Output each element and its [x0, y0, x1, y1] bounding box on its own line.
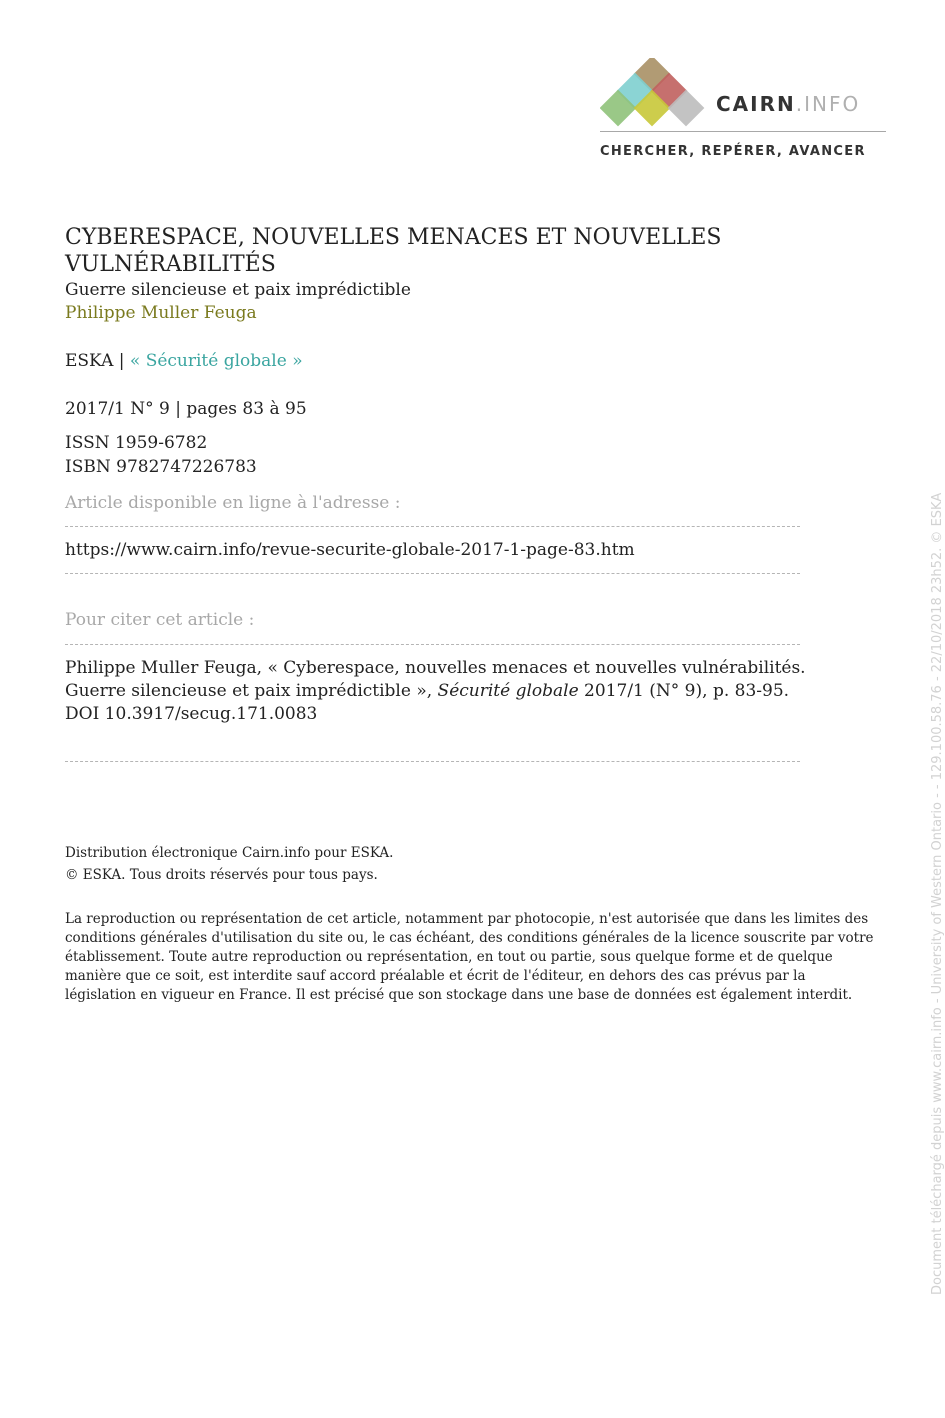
logo-tagline: CHERCHER, REPÉRER, AVANCER [600, 144, 866, 159]
citation-label: Pour citer cet article : [65, 610, 255, 630]
distribution-note: Distribution électronique Cairn.info pour ESKA. [65, 845, 394, 861]
collection-link[interactable]: « Sécurité globale » [129, 351, 303, 371]
logo-wordmark [716, 92, 860, 116]
dashed-divider [65, 761, 800, 762]
publisher-separator: | [113, 351, 130, 371]
logo-brand-main: CAIRN [716, 92, 796, 116]
logo-brand-dot: . [795, 92, 805, 116]
logo-brand-sub: INFO [804, 92, 861, 116]
dashed-divider [65, 644, 800, 645]
article-url-link[interactable]: https://www.cairn.info/revue-securite-globale-2017-1-page-83.htm [65, 540, 635, 560]
citation-journal: Sécurité globale [437, 681, 579, 701]
publisher-name: ESKA [65, 351, 114, 371]
article-subtitle: Guerre silencieuse et paix imprédictible [65, 280, 411, 300]
article-author-link[interactable]: Philippe Muller Feuga [65, 303, 257, 323]
citation-doi: DOI 10.3917/secug.171.0083 [65, 704, 318, 724]
availability-label: Article disponible en ligne à l'adresse : [65, 493, 401, 513]
dashed-divider [65, 573, 800, 574]
dashed-divider [65, 526, 800, 527]
issn: ISSN 1959-6782 [65, 433, 208, 453]
publisher-line [65, 351, 303, 371]
download-watermark: Document téléchargé depuis www.cairn.info - University of Western Ontario - - 129.100.58.76 - 22/10/2018 23h52. © ESKA [930, 492, 945, 1295]
isbn: ISBN 9782747226783 [65, 457, 257, 477]
citation-text-end: 2017/1 (N° 9), p. 83-95. [578, 681, 790, 701]
logo-divider [600, 131, 886, 132]
article-title: CYBERESPACE, NOUVELLES MENACES ET NOUVELLES VULNÉRABILITÉS [65, 225, 722, 277]
citation-block [65, 657, 865, 726]
legal-notice: La reproduction ou représentation de cet article, notamment par photocopie, n'est autorisée que dans les limites des conditions générales d'utilisation du site ou, le cas échéant, des conditions générales de la licence souscrite par votre établissement. Toute autre reproduction ou représentation, en tout ou partie, sous quelque forme et de quelque manière que ce soit, est interdite sauf accord préalable et écrit de l'éditeur, en dehors des cas prévus par la législation en vigueur en France. Il est précisé que son stockage dans une base de données est également interdit. [65, 911, 874, 1003]
copyright-note: © ESKA. Tous droits réservés pour tous pays. [65, 867, 378, 883]
citation-text: Philippe Muller Feuga, « Cyberespace, nouvelles menaces et nouvelles vulnérabilités. Guerre silencieuse et paix imprédictible », [65, 658, 806, 701]
issue-info: 2017/1 N° 9 | pages 83 à 95 [65, 399, 307, 419]
